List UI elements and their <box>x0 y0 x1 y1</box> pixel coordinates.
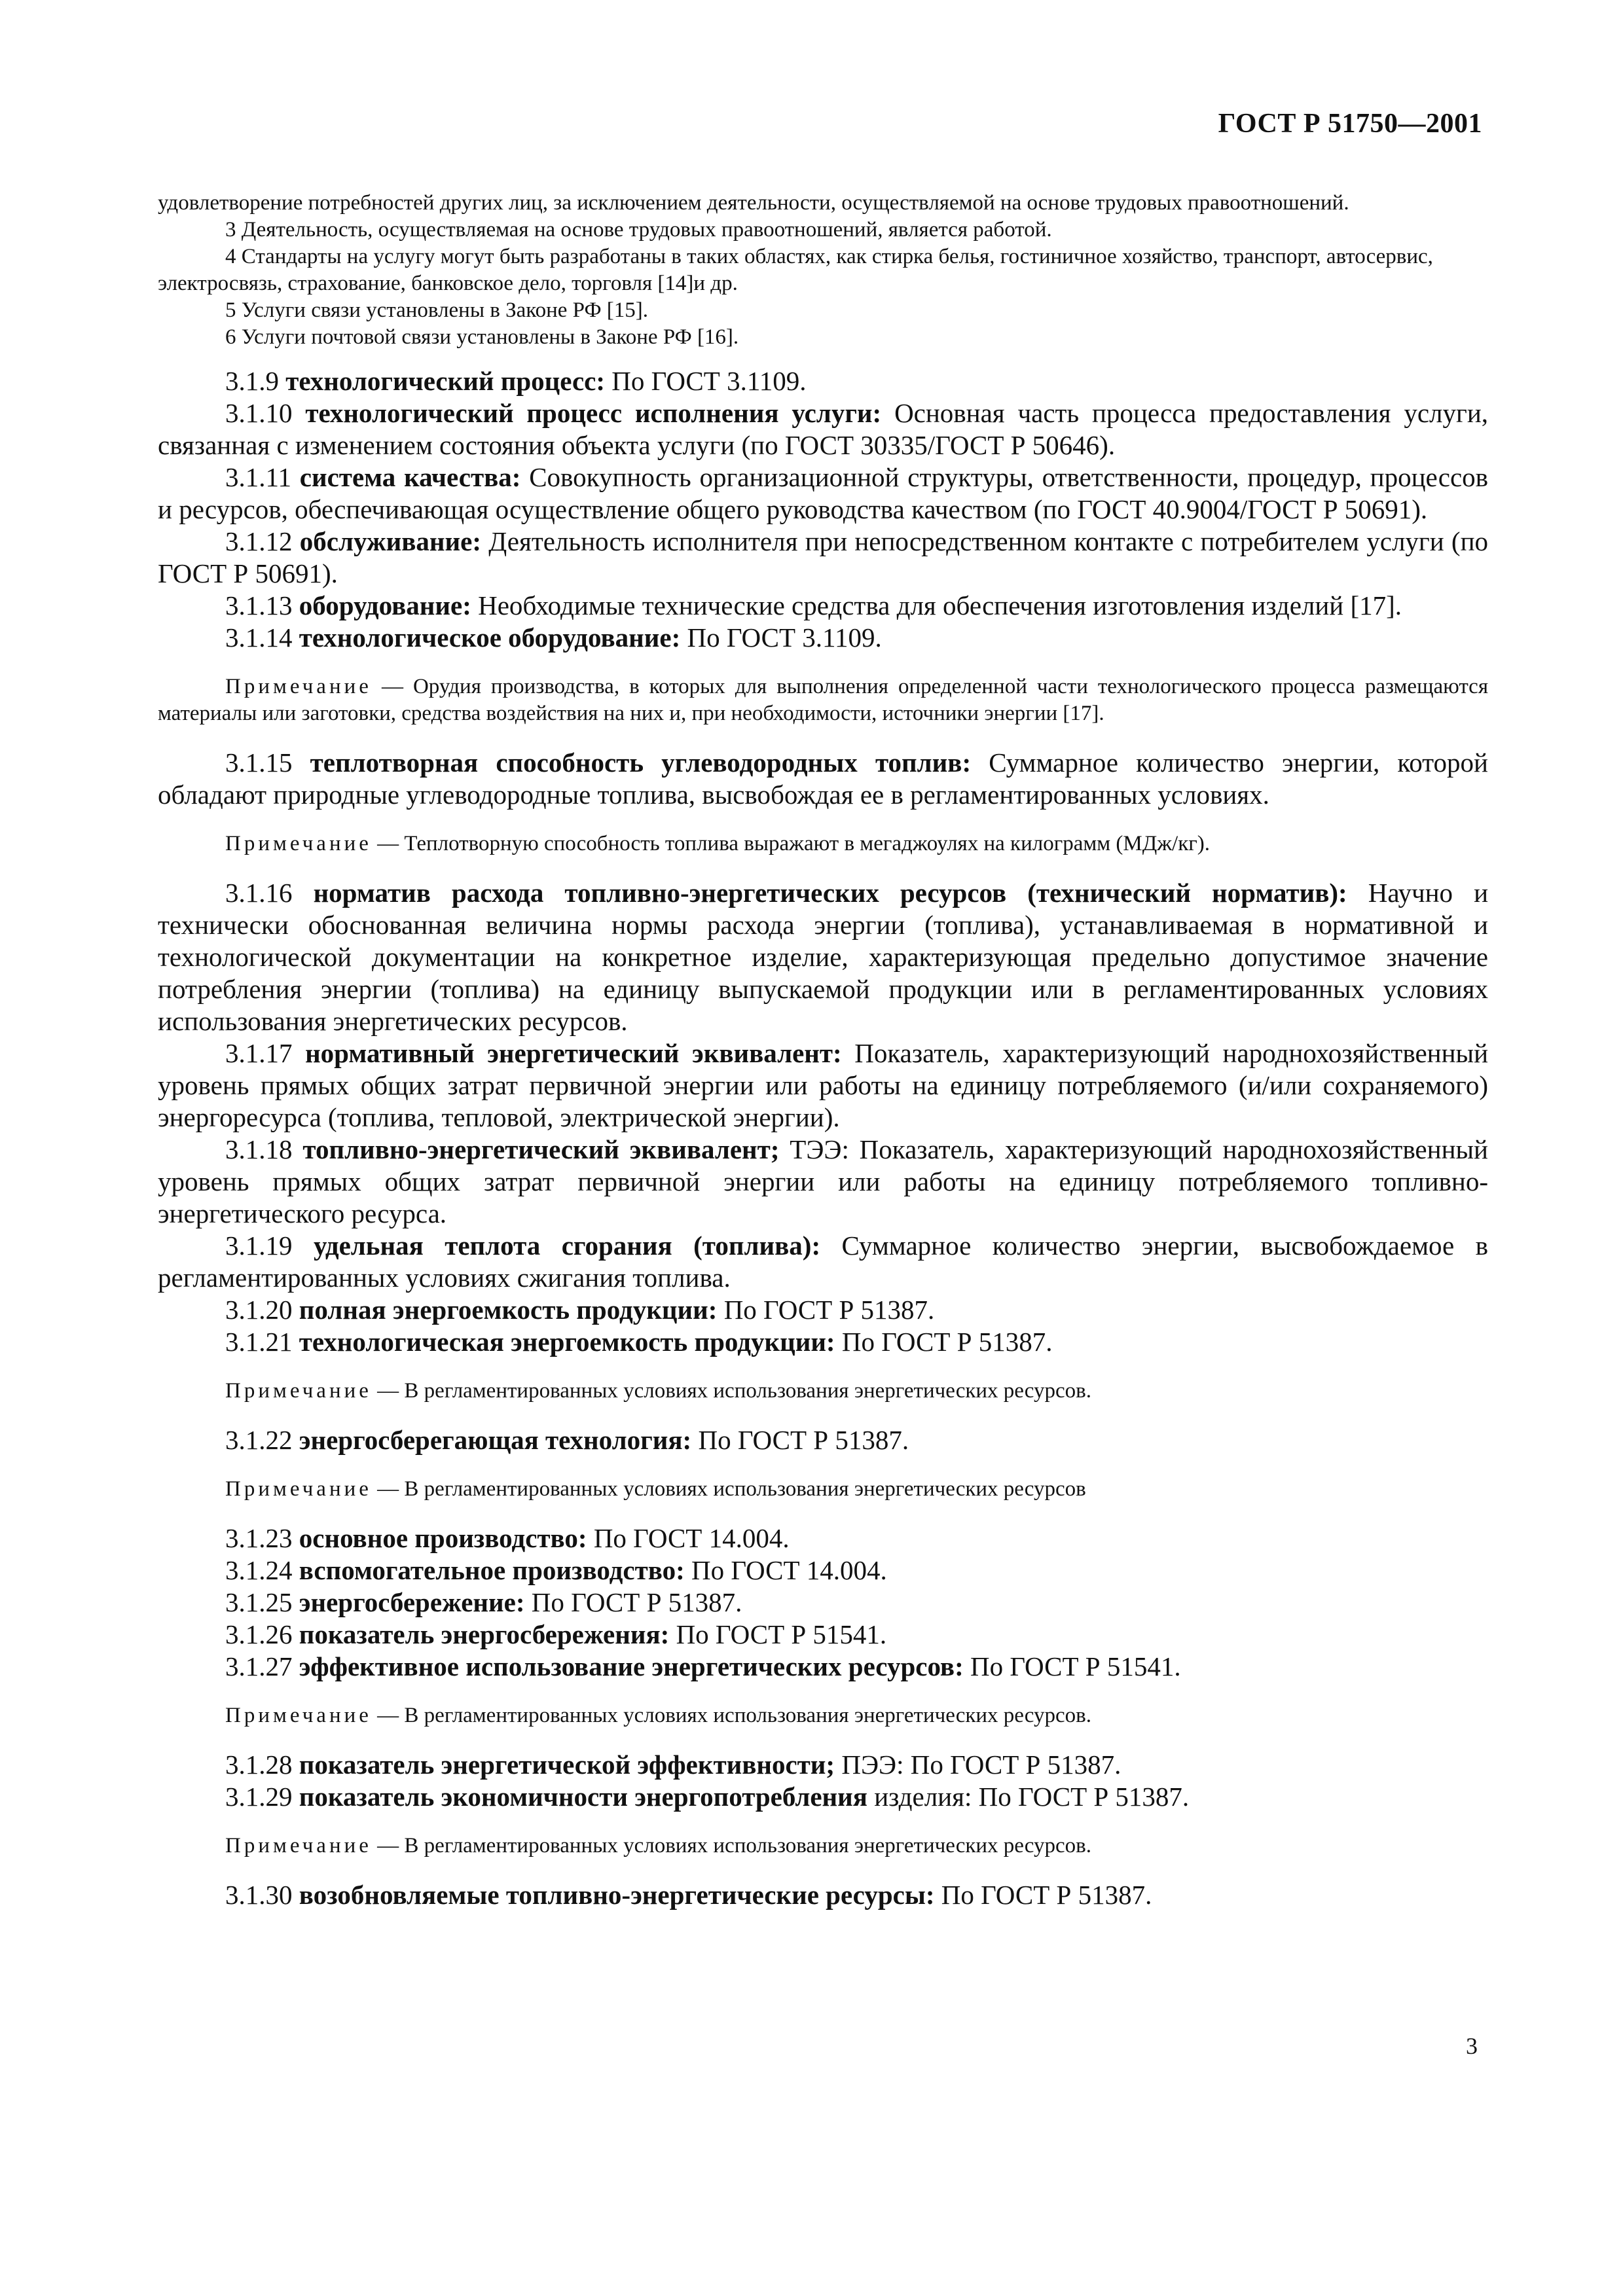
term-definition: По ГОСТ Р 51387. <box>941 1880 1152 1910</box>
term-definition: Показатель, характеризующий народнохозяйственный уровень прямых общих затрат первичной энергии или работы на единицу потребляемого (и/или сохраняемого) энергоресурса (топлива, тепловой, электрической энергии). <box>158 1038 1489 1132</box>
term-number: 3.1.13 <box>225 590 293 620</box>
term-title: энергосбережение: <box>299 1587 525 1617</box>
term-title: основное производство: <box>299 1523 587 1553</box>
term-title: показатель энергетической эффективности; <box>299 1749 835 1780</box>
term-title: возобновляемые топливно-энергетические ресурсы: <box>299 1880 935 1910</box>
term-3-1-15 <box>158 747 1488 811</box>
term-title: энергосберегающая технология: <box>299 1425 692 1455</box>
term-title: норматив расхода топливно-энергетических ресурсов (технический норматив): <box>313 878 1347 908</box>
term-title: эффективное использование энергетических ресурсов: <box>299 1651 964 1681</box>
term-title: система качества: <box>299 462 521 492</box>
term-definition: По ГОСТ Р 51541. <box>970 1651 1181 1681</box>
term-definition: Совокупность организационной структуры, ответственности, процедур, процессов и ресурсов, обеспечивающая осуществление общего руководства качеством (по ГОСТ 40.9004/ГОСТ Р 50691). <box>158 462 1488 524</box>
term-number: 3.1.9 <box>225 366 279 396</box>
term-3-1-14 <box>158 622 1488 654</box>
term-number: 3.1.16 <box>225 878 293 908</box>
term-number: 3.1.10 <box>225 398 293 428</box>
term-3-1-11 <box>158 461 1488 526</box>
term-3-1-23 <box>158 1522 1488 1554</box>
term-title: полная энергоемкость продукции: <box>299 1295 718 1325</box>
note-text: — В регламентированных условиях использования энергетических ресурсов. <box>377 1704 1091 1727</box>
note-text: — Орудия производства, в которых для выполнения определенной части технологического процесса размещаются материалы или заготовки, средства воздействия на них и, при необходимости, источники энергии [17]. <box>158 675 1488 725</box>
term-definition: ТЭЭ: Показатель, характеризующий народнохозяйственный уровень прямых общих затрат первичной энергии или работы на единицу потребляемого топливно-энергетического ресурса. <box>158 1134 1489 1229</box>
term-definition: По ГОСТ 14.004. <box>593 1523 790 1553</box>
term-number: 3.1.14 <box>225 622 293 653</box>
term-3-1-10 <box>158 397 1488 461</box>
intro-note-3: 3 Деятельность, осуществляемая на основе трудовых правоотношений, является работой. <box>225 218 1052 242</box>
term-3-1-30 <box>158 1879 1488 1911</box>
term-definition: По ГОСТ Р 51541. <box>676 1619 887 1649</box>
term-number: 3.1.20 <box>225 1295 293 1325</box>
term-definition: По ГОСТ 14.004. <box>691 1555 887 1585</box>
note-label: Примечание <box>225 1704 372 1727</box>
document-body <box>158 190 1488 1911</box>
note-label: Примечание <box>225 675 372 698</box>
term-number: 3.1.15 <box>225 747 293 778</box>
term-number: 3.1.27 <box>225 1651 293 1681</box>
term-number: 3.1.24 <box>225 1555 293 1585</box>
term-title: технологический процесс исполнения услуги: <box>305 398 882 428</box>
term-3-1-28 <box>158 1749 1488 1781</box>
term-3-1-29 <box>158 1781 1488 1813</box>
term-3-1-22 <box>158 1424 1488 1456</box>
note-3-1-14 <box>158 673 1488 727</box>
term-definition: По ГОСТ Р 51387. <box>723 1295 935 1325</box>
intro-note-6: 6 Услуги почтовой связи установлены в Законе РФ [16]. <box>225 325 739 349</box>
term-number: 3.1.23 <box>225 1523 293 1553</box>
term-number: 3.1.12 <box>225 526 293 556</box>
term-definition: изделия: По ГОСТ Р 51387. <box>874 1782 1190 1812</box>
note-label: Примечание <box>225 1379 372 1403</box>
term-title: технологический процесс: <box>285 366 606 396</box>
term-3-1-24 <box>158 1554 1488 1587</box>
term-number: 3.1.22 <box>225 1425 293 1455</box>
term-3-1-12 <box>158 526 1488 590</box>
term-title: вспомогательное производство: <box>299 1555 685 1585</box>
term-definition: По ГОСТ Р 51387. <box>531 1587 742 1617</box>
term-3-1-16 <box>158 877 1488 1037</box>
note-3-1-27 <box>158 1702 1488 1729</box>
term-definition: Необходимые технические средства для обеспечения изготовления изделий [17]. <box>478 590 1402 620</box>
term-3-1-27 <box>158 1651 1488 1683</box>
term-3-1-13 <box>158 590 1488 622</box>
term-definition: Научно и технически обоснованная величина нормы расхода энергии (топлива), устанавливаемая в нормативной и технологической документации на конкретное изделие, характеризующая предельно допустимое значение потребления энергии (топлива) на единицу выпускаемой продукции или в регламентированных условиях использования энергетических ресурсов. <box>158 878 1489 1036</box>
term-3-1-20 <box>158 1294 1488 1326</box>
term-number: 3.1.25 <box>225 1587 293 1617</box>
term-number: 3.1.28 <box>225 1749 293 1780</box>
term-title: теплотворная способность углеводородных топлив: <box>310 747 972 778</box>
note-3-1-22 <box>158 1476 1488 1503</box>
term-number: 3.1.17 <box>225 1038 293 1068</box>
term-definition: Основная часть процесса предоставления услуги, связанная с изменением состояния объекта услуги (по ГОСТ 30335/ГОСТ Р 50646). <box>158 398 1489 460</box>
note-label: Примечание <box>225 1834 372 1857</box>
term-title: топливно-энергетический эквивалент; <box>302 1134 780 1164</box>
term-3-1-25 <box>158 1587 1488 1619</box>
note-3-1-21 <box>158 1378 1488 1405</box>
term-3-1-18 <box>158 1134 1488 1230</box>
note-text: — В регламентированных условиях использования энергетических ресурсов <box>377 1477 1086 1501</box>
term-title: оборудование: <box>299 590 471 620</box>
term-definition: Деятельность исполнителя при непосредственном контакте с потребителем услуги (по ГОСТ Р 50691). <box>158 526 1489 588</box>
term-number: 3.1.29 <box>225 1782 293 1812</box>
note-3-1-29 <box>158 1833 1488 1859</box>
note-text: — В регламентированных условиях использования энергетических ресурсов. <box>377 1834 1091 1857</box>
page-number: 3 <box>1466 2033 1478 2059</box>
term-title: показатель экономичности энергопотребления <box>299 1782 867 1812</box>
term-title: обслуживание: <box>299 526 482 556</box>
note-label: Примечание <box>225 1477 372 1501</box>
term-title: технологическое оборудование: <box>299 622 681 653</box>
term-definition: По ГОСТ 3.1109. <box>611 366 807 396</box>
term-number: 3.1.21 <box>225 1327 293 1357</box>
note-label: Примечание <box>225 832 372 855</box>
term-number: 3.1.30 <box>225 1880 293 1910</box>
term-definition: Суммарное количество энергии, высвобождаемое в регламентированных условиях сжигания топлива. <box>158 1230 1489 1293</box>
term-title: удельная теплота сгорания (топлива): <box>313 1230 821 1261</box>
term-3-1-17 <box>158 1037 1488 1134</box>
intro-note-5: 5 Услуги связи установлены в Законе РФ [15]. <box>225 298 649 322</box>
document-code-header: ГОСТ Р 51750—2001 <box>1218 109 1482 139</box>
term-number: 3.1.26 <box>225 1619 293 1649</box>
term-title: технологическая энергоемкость продукции: <box>299 1327 835 1357</box>
term-definition: По ГОСТ Р 51387. <box>698 1425 909 1455</box>
note-text: — Теплотворную способность топлива выражают в мегаджоулях на килограмм (МДж/кг). <box>377 832 1211 855</box>
term-number: 3.1.18 <box>225 1134 293 1164</box>
term-definition: Суммарное количество энергии, которой обладают природные углеводородные топлива, высвобождая ее в регламентированных условиях. <box>158 747 1488 810</box>
term-3-1-26 <box>158 1619 1488 1651</box>
term-definition: По ГОСТ Р 51387. <box>841 1327 1053 1357</box>
term-number: 3.1.19 <box>225 1230 293 1261</box>
term-title: показатель энергосбережения: <box>299 1619 670 1649</box>
intro-note-4: 4 Стандарты на услугу могут быть разработаны в таких областях, как стирка белья, гостиничное хозяйство, транспорт, автосервис, электросвязь, страхование, банковское дело, торговля [14]и др. <box>158 245 1433 295</box>
term-title: нормативный энергетический эквивалент: <box>305 1038 842 1068</box>
term-definition: ПЭЭ: По ГОСТ Р 51387. <box>841 1749 1122 1780</box>
note-3-1-15 <box>158 831 1488 857</box>
term-3-1-21 <box>158 1326 1488 1358</box>
note-text: — В регламентированных условиях использования энергетических ресурсов. <box>377 1379 1091 1403</box>
term-number: 3.1.11 <box>225 462 291 492</box>
term-3-1-9 <box>158 365 1488 397</box>
term-3-1-19 <box>158 1230 1488 1294</box>
term-definition: По ГОСТ 3.1109. <box>687 622 882 653</box>
intro-note-continuation: удовлетворение потребностей других лиц, за исключением деятельности, осуществляемой на основе трудовых правоотношений. <box>158 191 1349 215</box>
